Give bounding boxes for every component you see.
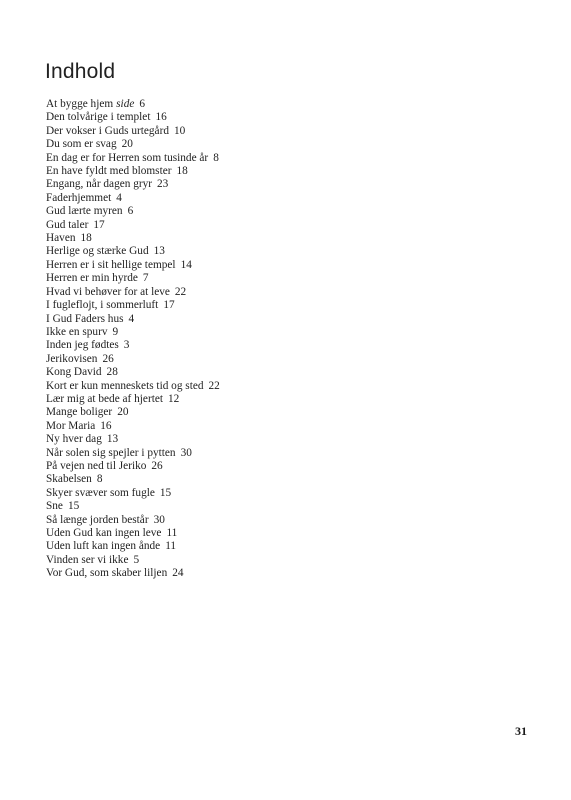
toc-entry (46, 326, 220, 339)
toc-entry-title: Inden jeg fødtes (46, 339, 119, 352)
toc-entry-page: 20 (117, 406, 129, 419)
toc-entry (46, 111, 220, 124)
toc-entry (46, 178, 220, 191)
toc-entry-title: Mor Maria (46, 419, 96, 432)
toc-entry-title: Herlige og stærke Gud (46, 245, 149, 258)
toc-entry-title: En dag er for Herren som tusinde år (46, 151, 209, 164)
toc-entry-page: 20 (121, 138, 133, 151)
toc-entry-title: Uden Gud kan ingen leve (46, 527, 162, 539)
toc-entry-title: At bygge hjem (46, 98, 114, 110)
toc-entry-title: Vinden ser vi ikke (46, 553, 129, 566)
toc-entry (46, 299, 220, 312)
toc-entry-title: På vejen ned til Jeriko (46, 459, 147, 472)
toc-entry-page: 5 (133, 553, 140, 566)
toc-entry-page: 13 (106, 433, 119, 446)
toc-entry (46, 232, 220, 245)
toc-entry-page: 17 (163, 299, 175, 312)
toc-entry-page: 18 (80, 232, 92, 245)
toc-entry-page: 7 (142, 272, 149, 285)
toc-entry (46, 219, 220, 232)
toc-entry (46, 540, 220, 553)
toc-entry-page: 26 (151, 459, 163, 472)
toc-entry (46, 313, 220, 326)
toc-entry (46, 138, 220, 151)
toc-entry (46, 500, 220, 513)
toc-entry-page: 22 (174, 285, 187, 298)
toc-entry-title: Så længe jorden består (46, 513, 149, 526)
toc-entry-page: 11 (166, 527, 178, 539)
toc-entry-title: Haven (46, 232, 76, 245)
toc-entry-title: Ikke en spurv (46, 325, 108, 338)
toc-entry-page: 4 (116, 191, 122, 204)
toc-entry-title: Der vokser i Guds urtegård (46, 124, 169, 137)
toc-entry-page: 30 (153, 513, 165, 526)
toc-entry (46, 286, 220, 299)
toc-entry-page: 16 (100, 419, 112, 432)
table-of-contents (46, 98, 220, 581)
toc-entry (46, 554, 220, 567)
toc-entry (46, 366, 220, 379)
toc-entry (46, 245, 220, 258)
toc-entry-title: Lær mig at bede af hjertet (46, 392, 164, 405)
toc-entry-title: Du som er svag (46, 138, 117, 151)
toc-entry-title: Skyer svæver som fugle (46, 486, 155, 499)
toc-entry-page: 10 (173, 124, 186, 137)
toc-entry (46, 460, 220, 473)
toc-entry (46, 380, 220, 393)
toc-entry-title: Faderhjemmet (46, 191, 112, 204)
toc-entry (46, 393, 220, 406)
toc-entry-title: Når solen sig spejler i pytten (46, 446, 176, 459)
toc-entry-title: Mange boliger (46, 406, 113, 419)
toc-entry-title: Kort er kun menneskets tid og sted (46, 379, 204, 392)
page-number: 31 (515, 724, 527, 738)
toc-entry-page: 16 (155, 111, 167, 124)
toc-entry-page-word: side (116, 98, 135, 110)
toc-entry-page: 12 (168, 392, 180, 405)
toc-entry (46, 353, 220, 366)
toc-entry-title: Vor Gud, som skaber liljen (46, 567, 168, 580)
toc-entry (46, 527, 220, 540)
toc-entry (46, 514, 220, 527)
toc-entry-title: Gud taler (46, 218, 89, 231)
toc-entry-page: 3 (123, 339, 130, 352)
toc-entry (46, 567, 220, 580)
toc-entry-title: Herren er min hyrde (46, 272, 138, 285)
toc-entry-page: 14 (180, 258, 192, 271)
page-title: Indhold (45, 60, 116, 83)
toc-entry (46, 205, 220, 218)
toc-entry (46, 98, 220, 111)
toc-entry-title: Engang, når dagen gryr (46, 178, 153, 191)
toc-entry-page: 30 (180, 446, 192, 459)
toc-entry-page: 15 (159, 486, 172, 499)
toc-entry-title: Sne (46, 500, 63, 513)
toc-entry-title: Jerikovisen (46, 352, 98, 365)
toc-entry (46, 487, 220, 500)
toc-entry-page: 13 (153, 245, 165, 258)
toc-entry (46, 192, 220, 205)
toc-entry (46, 473, 220, 486)
toc-entry-title: Kong David (46, 366, 102, 379)
toc-entry (46, 433, 220, 446)
toc-entry-title: Hvad vi behøver for at leve (46, 285, 170, 298)
toc-entry-page: 28 (106, 366, 118, 379)
toc-entry-page: 11 (165, 540, 177, 553)
toc-entry-page: 24 (172, 567, 184, 580)
toc-entry-title: I Gud Faders hus (46, 312, 124, 325)
toc-entry (46, 339, 220, 352)
toc-entry-title: I fugleflojt, i sommerluft (46, 299, 159, 312)
toc-entry (46, 447, 220, 460)
toc-entry-page: 18 (176, 165, 188, 178)
toc-entry (46, 259, 220, 272)
toc-entry-page: 8 (213, 151, 219, 164)
toc-entry-page: 22 (208, 379, 220, 392)
toc-entry-title: En have fyldt med blomster (46, 165, 172, 178)
toc-entry (46, 125, 220, 138)
toc-entry-title: Herren er i sit hellige tempel (46, 258, 176, 271)
toc-entry-page: 23 (157, 178, 169, 191)
toc-entry-page: 15 (67, 500, 80, 513)
toc-entry (46, 152, 220, 165)
toc-entry-page: 6 (139, 98, 146, 110)
toc-entry-title: Ny hver dag (46, 433, 102, 446)
toc-entry-title: Gud lærte myren (46, 205, 123, 218)
toc-entry-page: 8 (96, 473, 103, 486)
toc-entry-page: 4 (128, 312, 135, 325)
toc-entry (46, 165, 220, 178)
toc-entry-page: 9 (112, 325, 119, 338)
toc-entry-page: 6 (127, 205, 134, 218)
toc-entry-title: Den tolvårige i templet (46, 111, 151, 124)
toc-entry-title: Uden luft kan ingen ånde (46, 540, 161, 553)
toc-entry-title: Skabelsen (46, 473, 92, 486)
toc-entry (46, 406, 220, 419)
toc-entry (46, 420, 220, 433)
toc-entry (46, 272, 220, 285)
toc-entry-page: 26 (102, 352, 114, 365)
toc-entry-page: 17 (93, 218, 105, 231)
